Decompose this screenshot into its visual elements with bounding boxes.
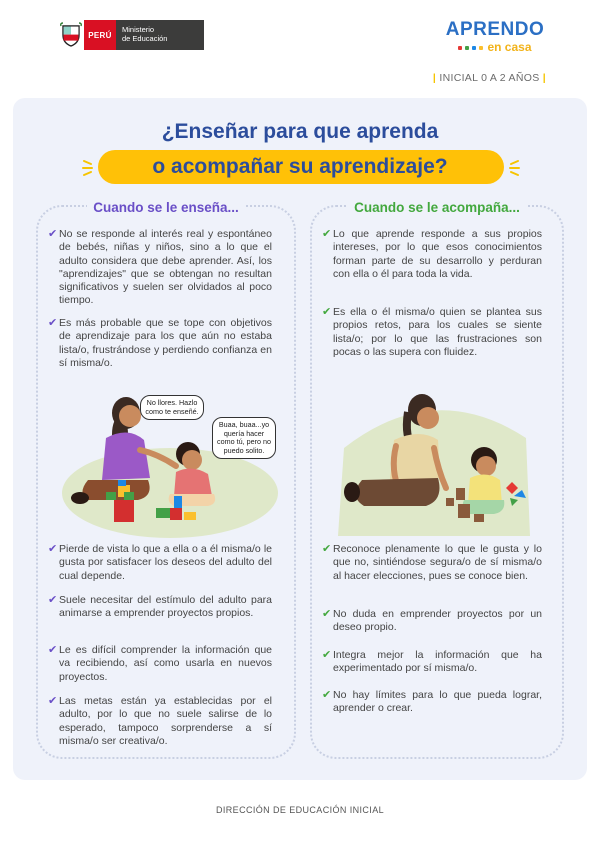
check-icon: ✔ [48, 594, 58, 606]
item-text: Integra mejor la información que ha experimentado por sí misma/o. [333, 649, 542, 675]
check-icon: ✔ [48, 543, 58, 555]
list-item [322, 543, 542, 583]
check-icon: ✔ [48, 228, 58, 240]
item-text: Lo que aprende responde a sus propios intereses, por lo que esos conocimientos forman parte de su desarrollo y perduran con ella o él para toda la vida. [333, 228, 542, 280]
brand-dot [458, 46, 462, 50]
check-icon: ✔ [322, 649, 332, 661]
brand-sub: en casa [487, 40, 532, 54]
ministry-line1: Ministerio [122, 25, 155, 34]
list-item [48, 228, 272, 308]
level-text: INICIAL 0 A 2 AÑOS [439, 72, 540, 84]
sparkle-icon [82, 157, 96, 179]
level-label [433, 72, 546, 84]
list-item [48, 543, 272, 583]
list-item [48, 317, 272, 370]
brand-word: APRENDO [445, 19, 545, 40]
check-icon: ✔ [48, 695, 58, 707]
check-icon: ✔ [48, 644, 58, 656]
list-item [48, 594, 272, 621]
ministry-name [116, 20, 204, 50]
aprendo-en-casa-logo [440, 20, 550, 54]
list-item [48, 695, 272, 748]
sparkle-icon [506, 157, 520, 179]
column-teaching-heading [38, 199, 294, 217]
level-bar-left: | [432, 72, 437, 84]
brand-dot [479, 46, 483, 50]
list-item [322, 306, 542, 359]
ministry-line2: de Educación [122, 34, 168, 43]
heading-text: Cuando se le enseña... [87, 200, 245, 215]
item-text: Le es difícil comprender la información que va recibiendo, así como usarla en nuevos proyectos. [59, 644, 272, 683]
check-icon: ✔ [322, 306, 332, 318]
list-item [48, 644, 272, 684]
illustration-accompanying [334, 388, 534, 536]
item-text: No duda en emprender proyectos por un deseo propio. [333, 608, 542, 634]
item-text: Las metas están ya establecidas por el adulto, por lo que no suele salirse de lo esperado, tampoco sorprenderse a sí misma/o ser creativa/o. [59, 695, 272, 747]
check-icon: ✔ [48, 317, 58, 329]
speech-bubble-child: Buaa, buaa...yo quería hacer como tú, pero no puedo solito. [212, 417, 276, 459]
brand-dot [472, 46, 476, 50]
title-line2: o acompañar su aprendizaje? [152, 155, 448, 178]
brand-sub-row [440, 41, 550, 54]
brand-dot [465, 46, 469, 50]
item-text: No se responde al interés real y espontáneo de bebés, niñas y niños, sino a lo que el adulto considera que debe aprender. Así, los "aprendizajes" que se obtengan no resultan significativos y suelen ser olvidados al poco tiempo. [59, 228, 272, 307]
footer-text: DIRECCIÓN DE EDUCACIÓN INICIAL [215, 805, 385, 815]
list-item [322, 689, 542, 716]
item-text: Suele necesitar del estímulo del adulto para animarse a emprender proyectos propios. [59, 594, 272, 620]
check-icon: ✔ [322, 543, 332, 555]
item-text: No hay límites para lo que pueda lograr, aprender o crear. [333, 689, 542, 715]
level-bar-right: | [542, 72, 546, 84]
check-icon: ✔ [322, 608, 332, 620]
check-icon: ✔ [322, 228, 332, 240]
list-item [322, 608, 542, 635]
item-text: Es ella o él misma/o quien se plantea sus propios retos, para los cuales se siente lista/o; por lo que las frustraciones son pocas o las supera con fluidez. [333, 306, 542, 358]
list-item [322, 649, 542, 676]
item-text: Reconoce plenamente lo que le gusta y lo que no, sintiéndose segura/o de sí misma/o al hacer elecciones, pues se conoce bien. [333, 543, 542, 582]
check-icon: ✔ [322, 689, 332, 701]
item-text: Es más probable que se tope con objetivos de aprendizaje para los que aún no estaba lista/o, frustrándose y perdiendo confianza en sí misma/o. [59, 317, 272, 369]
peru-label: PERÚ [84, 20, 116, 50]
ministry-logo [58, 20, 204, 50]
list-item [322, 228, 542, 281]
brand-dots [458, 46, 483, 50]
speech-bubble-adult: No llores. Hazlo como te enseñé. [140, 395, 204, 420]
heading-text: Cuando se le acompaña... [348, 200, 526, 215]
item-text: Pierde de vista lo que a ella o a él misma/o le gusta por satisfacer los deseos del adulto del cual depende. [59, 543, 272, 582]
peru-shield-icon [58, 20, 84, 50]
column-accompanying-heading [312, 199, 562, 217]
title-line1: ¿Enseñar para que aprenda [161, 120, 439, 143]
